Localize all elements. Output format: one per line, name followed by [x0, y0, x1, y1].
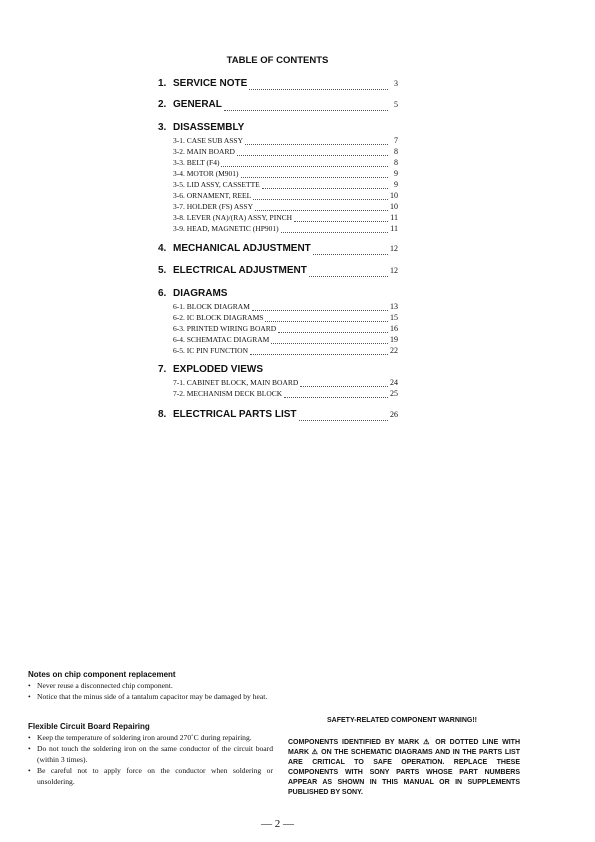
subsection-title: 3-9. HEAD, MAGNETIC (HP901) — [173, 224, 279, 233]
section-number: 6. — [158, 288, 167, 299]
list-item: • Do not touch the soldering iron on the same conductor of the circuit board (within 3 times). — [28, 744, 273, 764]
section-number: 2. — [158, 99, 167, 110]
toc-section-2 — [158, 99, 398, 113]
dot-leader — [294, 221, 388, 222]
subsection-title: 3-6. ORNAMENT, REEL — [173, 191, 252, 200]
toc-entry — [158, 99, 398, 113]
toc-entry — [158, 364, 398, 378]
toc-subentry — [158, 335, 398, 346]
dot-leader — [300, 386, 388, 387]
subsection-title: 3-8. LEVER (NA)/(RA) ASSY, PINCH — [173, 213, 293, 222]
toc-subentry — [158, 147, 398, 158]
page-number: 22 — [390, 346, 398, 355]
page-number: 8 — [394, 147, 398, 156]
toc-subentry — [158, 313, 398, 324]
dot-leader — [241, 177, 389, 178]
section-number: 7. — [158, 364, 167, 375]
page-footer-number: — 2 — — [261, 818, 294, 830]
dot-leader — [252, 310, 388, 311]
toc-subentry — [158, 169, 398, 180]
chip-notes-title: Notes on chip component replacement — [28, 670, 176, 679]
dot-leader — [262, 188, 388, 189]
toc-entry — [158, 243, 398, 257]
dot-leader — [278, 332, 388, 333]
toc-title: TABLE OF CONTENTS — [226, 55, 329, 66]
dot-leader — [221, 166, 388, 167]
subsection-title: 6-3. PRINTED WIRING BOARD — [173, 324, 277, 333]
section-number: 4. — [158, 243, 167, 254]
dot-leader — [281, 232, 388, 233]
section-title: ELECTRICAL PARTS LIST — [173, 409, 297, 420]
page-number: 8 — [394, 158, 398, 167]
list-item: • Never reuse a disconnected chip component. — [28, 681, 173, 690]
toc-subentry — [158, 191, 398, 202]
page-number: 7 — [394, 136, 398, 145]
subsection-title: 3-3. BELT (F4) — [173, 158, 220, 167]
dot-leader — [224, 110, 388, 111]
toc-entry — [158, 78, 398, 92]
dot-leader — [271, 343, 388, 344]
toc-subentry — [158, 378, 398, 389]
subsection-title: 7-1. CABINET BLOCK, MAIN BOARD — [173, 378, 299, 387]
dot-leader — [249, 89, 388, 90]
page-number: 10 — [390, 202, 398, 211]
list-item: • Keep the temperature of soldering iron around 270˚C during repairing. — [28, 733, 252, 742]
toc-section-7 — [158, 364, 398, 400]
toc-section-5 — [158, 265, 398, 279]
section-title: GENERAL — [173, 99, 222, 110]
safety-warning-text: COMPONENTS IDENTIFIED BY MARK ⚠ OR DOTTED LINE WITH MARK ⚠ ON THE SCHEMATIC DIAGRAMS AND IN THE PARTS LIST ARE CRITICAL TO SAFE OPERATION. REPLACE THESE COMPONENTS WITH SONY PARTS WHOSE PART NUMBERS APPEAR AS SHOWN IN THIS MANUAL OR IN SUPPLEMENTS PUBLISHED BY SONY. — [288, 739, 520, 796]
subsection-title: 3-1. CASE SUB ASSY — [173, 136, 244, 145]
toc-section-8 — [158, 409, 398, 423]
page-number: 12 — [390, 266, 398, 275]
page-number: 13 — [390, 302, 398, 311]
toc-entry — [158, 122, 398, 136]
safety-warning-title: SAFETY-RELATED COMPONENT WARNING!! — [327, 717, 477, 724]
page-number: 11 — [390, 224, 398, 233]
toc-subentry — [158, 389, 398, 400]
toc-section-4 — [158, 243, 398, 257]
dot-leader — [237, 155, 388, 156]
dot-leader — [250, 354, 388, 355]
subsection-title: 3-7. HOLDER (FS) ASSY — [173, 202, 254, 211]
toc-subentry — [158, 302, 398, 313]
subsection-title: 6-2. IC BLOCK DIAGRAMS — [173, 313, 264, 322]
toc-section-6 — [158, 288, 398, 357]
subsection-title: 7-2. MECHANISM DECK BLOCK — [173, 389, 283, 398]
toc-entry — [158, 265, 398, 279]
flex-repair-notes — [28, 721, 273, 787]
section-number: 3. — [158, 122, 167, 133]
toc-subentry — [158, 224, 398, 235]
toc-subentry — [158, 158, 398, 169]
flex-repair-title: Flexible Circuit Board Repairing — [28, 722, 150, 731]
section-title: DIAGRAMS — [173, 288, 228, 299]
subsection-title: 6-1. BLOCK DIAGRAM — [173, 302, 250, 311]
dot-leader — [265, 321, 388, 322]
dot-leader — [284, 397, 388, 398]
section-title: ELECTRICAL ADJUSTMENT — [173, 265, 307, 276]
page-number: 16 — [390, 324, 398, 333]
dot-leader — [299, 420, 388, 421]
page-number: 24 — [390, 378, 398, 387]
section-title: DISASSEMBLY — [173, 122, 245, 133]
section-title: SERVICE NOTE — [173, 78, 248, 89]
dot-leader — [309, 276, 388, 277]
toc-subentry — [158, 213, 398, 224]
page-number: 3 — [394, 79, 398, 88]
page-number: 26 — [390, 410, 398, 419]
dot-leader — [253, 199, 388, 200]
toc-entry — [158, 409, 398, 423]
toc-subentry — [158, 202, 398, 213]
page-number: 9 — [394, 180, 398, 189]
section-number: 5. — [158, 265, 167, 276]
page-number: 9 — [394, 169, 398, 178]
toc-entry — [158, 288, 398, 302]
page-number: 11 — [390, 213, 398, 222]
toc-subentry — [158, 136, 398, 147]
subsection-title: 6-4. SCHEMATAC DIAGRAM — [173, 335, 270, 344]
toc-section-3 — [158, 122, 398, 235]
dot-leader — [313, 254, 388, 255]
subsection-title: 6-5. IC PIN FUNCTION — [173, 346, 248, 355]
page-number: 25 — [390, 389, 398, 398]
toc-section-1 — [158, 78, 398, 92]
dot-leader — [245, 144, 388, 145]
section-title: EXPLODED VIEWS — [173, 364, 264, 375]
page-number: 19 — [390, 335, 398, 344]
dot-leader — [255, 210, 388, 211]
chip-notes — [28, 669, 273, 702]
subsection-title: 3-4. MOTOR (M901) — [173, 169, 239, 178]
section-title: MECHANICAL ADJUSTMENT — [173, 243, 311, 254]
page-number: 15 — [390, 313, 398, 322]
toc-subentry — [158, 180, 398, 191]
list-item: • Notice that the minus side of a tantalum capacitor may be damaged by heat. — [28, 692, 268, 701]
subsection-title: 3-5. LID ASSY, CASSETTE — [173, 180, 260, 189]
page-number: 5 — [394, 100, 398, 109]
page-number: 10 — [390, 191, 398, 200]
page-number: 12 — [390, 244, 398, 253]
toc-subentry — [158, 324, 398, 335]
subsection-title: 3-2. MAIN BOARD — [173, 147, 235, 156]
section-number: 1. — [158, 78, 167, 89]
section-number: 8. — [158, 409, 167, 420]
list-item: • Be careful not to apply force on the conductor when soldering or unsoldering. — [28, 766, 273, 786]
toc-subentry — [158, 346, 398, 357]
